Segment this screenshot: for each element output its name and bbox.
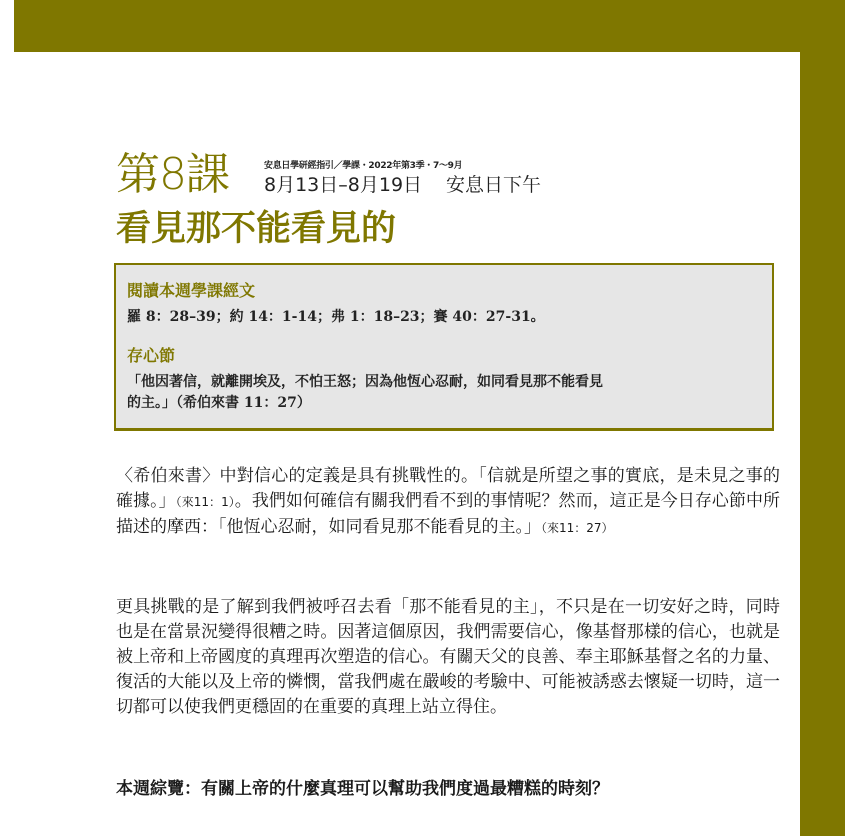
reading-refs: 羅 8：28–39；約 14：1-14；弗 1：18–23；賽 40：27-31。 xyxy=(127,309,545,325)
lesson-title: 看見那不能看見的 xyxy=(116,208,397,249)
paragraph-2: 更具挑戰的是了解到我們被呼召去看「那不能看見的主」，不只是在一切安好之時，同時也是在當景況變得很糟之時。因著這個原因，我們需要信心，像基督那樣的信心，也就是被上帝和上帝國度的真理再次塑造的信心。有關天父的良善、奉主耶穌基督之名的力量、復活的大能以及上帝的憐憫，當我們處在嚴峻的考驗中、可能被誘惑去懷疑一切時，這一切都可以使我們更穩固的在重要的真理上站立得住。 xyxy=(116,597,780,717)
scripture-ref: （來11：1） xyxy=(175,495,235,509)
top-frame-band xyxy=(14,0,845,52)
reading-label: 閱讀本週學課經文 xyxy=(127,281,256,300)
week-overview: 本週綜覽：有關上帝的什麼真理可以幫助我們度過最糟糕的時刻？ xyxy=(116,779,609,799)
memory-verse-label: 存心節 xyxy=(127,346,176,365)
reading-box xyxy=(114,263,774,431)
right-frame-band xyxy=(800,0,845,836)
paragraph-1 xyxy=(116,464,780,541)
memory-verse-line: 的主。」（希伯來書 11：27） xyxy=(127,395,311,411)
paragraph-1-text: 〈希伯來書〉中對信心的定義是具有挑戰性的。「信就是所望之事的實底，是未見之事的確據。」 xyxy=(116,466,780,511)
lesson-dates: 8月13日–8月19日 xyxy=(264,174,423,196)
memory-verse-line: 「他因著信，就離開埃及，不怕王怒；因為他恆心忍耐，如同看見那不能看見 xyxy=(127,374,603,390)
series-line: 安息日學研經指引／學課・2022年第3季・7～9月 xyxy=(264,161,463,171)
scripture-ref: （來11：27） xyxy=(541,521,614,535)
date-line xyxy=(264,174,541,196)
sabbath-label: 安息日下午 xyxy=(446,174,542,196)
lesson-meta xyxy=(264,161,541,196)
paragraph-1-text: 。我們如何確信有關我們看不到的事情呢？然而，這正是今日存心節中所描述的摩西：「他恆心忍耐，如同看見那不能看見的主。」 xyxy=(116,491,781,537)
memory-verse xyxy=(127,372,763,414)
lesson-number: 第8課 xyxy=(116,149,229,200)
